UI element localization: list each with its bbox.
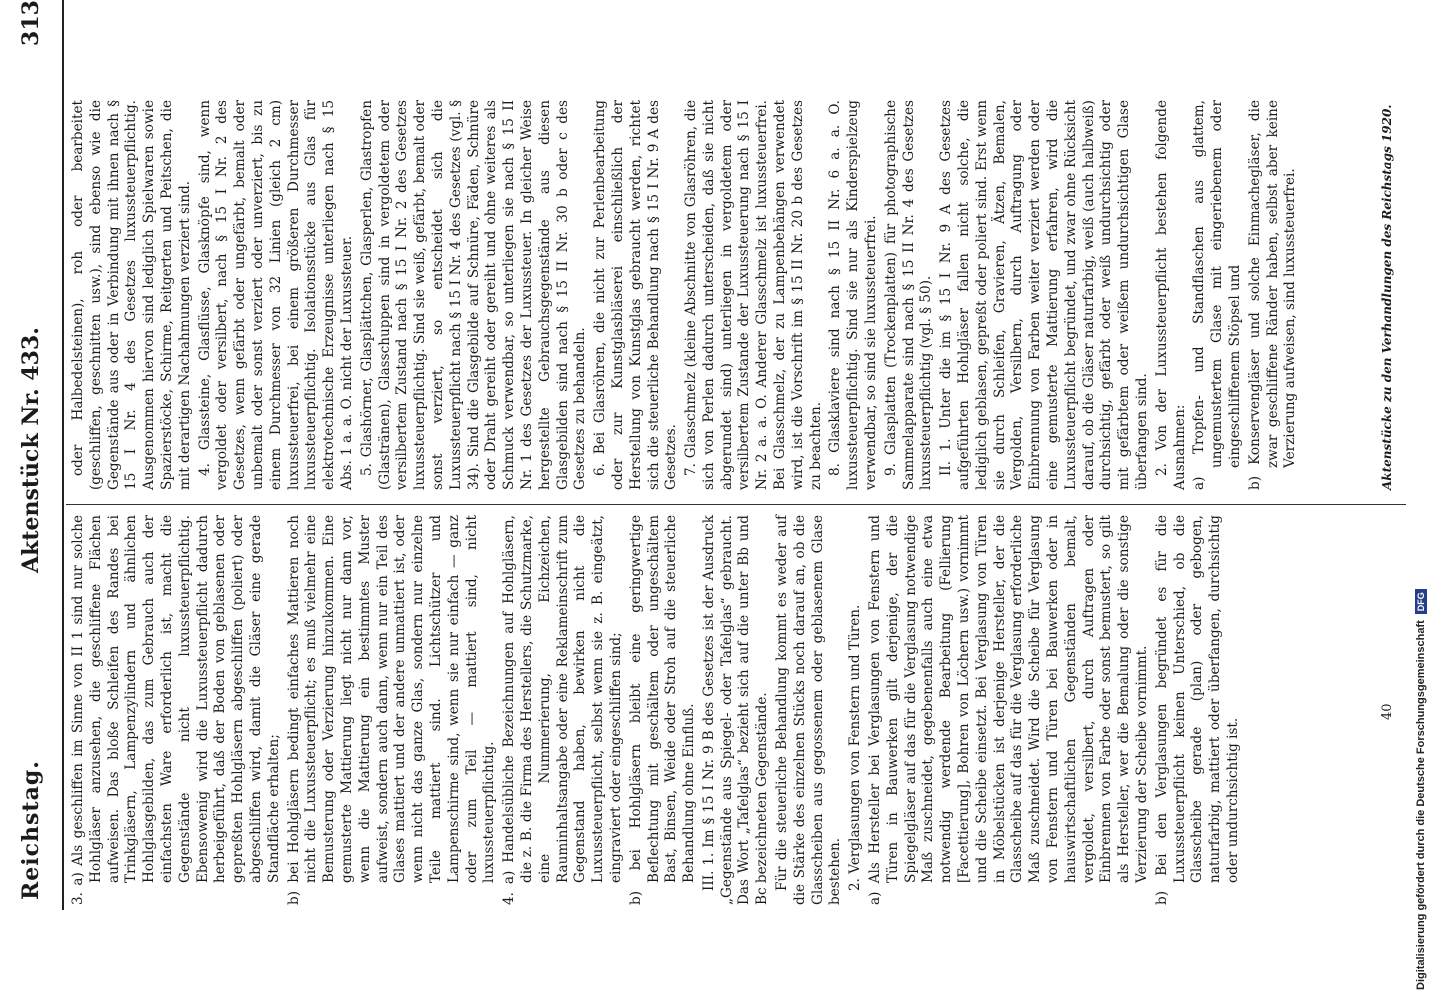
header-left: Reichstag.	[18, 760, 44, 900]
paragraph: 2. Von der Luxussteuerpflicht bestehen folgende Ausnahmen:	[1153, 100, 1188, 490]
page-number-bottom: 40	[1380, 703, 1395, 720]
list-item: a) Tropfen- und Standflaschen aus glattem, ungemustertem Glase mit eingeriebenem oder eingeschliffenem Stöpsel und	[1191, 100, 1243, 490]
header-rule	[62, 0, 64, 910]
list-item: b) bei Hohlgläsern bedingt einfaches Mattieren noch nicht die Luxussteuerpflicht; es muß vielmehr eine Bemusterung oder Verzierung hinzukommen. Eine gemusterte Mattierung liegt nicht nur dann vor, wenn die Mattierung ein bestimmtes Muster aufweist, sondern auch dann, wenn nur ein Teil des Glases mattiert und der andere unmattiert ist, oder wenn nicht das ganze Glas, sondern nur einzelne Teile mattiert sind. Lichtschützer und Lampenschirme sind, wenn sie nur einfach — ganz oder zum Teil — mattiert sind, nicht luxussteuerpflichtig.	[285, 515, 498, 905]
paragraph: 7. Glasschmelz (kleine Abschnitte von Glasröhren, die sich von Perlen dadurch unterscheiden, daß sie nicht abgerundet sind) unterliegen in vergoldetem oder versilbertem Zustande der Luxussteuerung nach § 15 I Nr. 2 a. a. O. Anderer Glasschmelz ist luxussteuerfrei. Bei Glasschmelz, der zu Lampenbehängen verwendet wird, ist die Vorschrift im § 15 II Nr. 20 b des Gesetzes zu beachten.	[683, 100, 824, 490]
list-item: b) Konservengläser und solche Einmachegläser, die zwar geschliffene Ränder haben, selbst aber keine Verzierung aufweisen, sind luxussteuerfrei.	[1246, 100, 1299, 490]
text-column-1	[70, 515, 1245, 905]
paragraph: 8. Glasklaviere sind nach § 15 II Nr. 6 a. a. O. luxussteuerpflichtig. Sind sie nur als Kinderspielzeug verwendbar, so sind sie luxussteuerfrei.	[827, 100, 880, 490]
paragraph: 6. Bei Glasröhren, die nicht zur Perlenbearbeitung oder zur Kunstglasbläserei einschließlich der Herstellung von Kunstglas gebraucht werden, richtet sich die steuerliche Behandlung nach § 15 I Nr. 9 A des Gesetzes.	[592, 100, 680, 490]
list-item: 3. a) Als geschliffen im Sinne von II 1 sind nur solche Hohlgläser anzusehen, die geschliffene Flächen aufweisen. Das bloße Schleifen des Randes bei Trinkgläsern, Lampenzylindern und ähnlichen Hohlglasgebilden, das zum Gebrauch auch der einfachsten Ware erforderlich ist, macht die Gegenstände nicht luxussteuerpflichtig. Ebensowenig wird die Luxussteuerpflicht dadurch herbeigeführt, daß der Boden von geblasenen oder gepreßten Hohlgläsern abgeschliffen (poliert) oder abgeschliffen wird, damit die Gläser eine gerade Standfläche erhalten;	[70, 515, 282, 905]
list-item: 4. a) Handelsübliche Bezeichnungen auf Hohlgläsern, die z. B. die Firma des Herstellers, die Schutzmarke, eine Nummerierung, Eichzeichen, Rauminhaltsangabe oder eine Reklameinschrift zum Gegenstand haben, bewirken nicht die Luxussteuerpflicht, selbst wenn sie z. B. eingeätzt, eingraviert oder eingeschliffen sind;	[501, 515, 624, 905]
paragraph: oder Halbedelsteinen), roh oder bearbeitet (geschliffen, geschnitten usw.), sind ebenso wie die Gegenstände aus oder in Verbindung mit ihnen nach § 15 I Nr. 4 des Gesetzes luxussteuerpflichtig. Ausgenommen hiervon sind lediglich Spielwaren sowie Spazierstöcke, Schirme, Reitgerten und Peitschen, die mit derartigen Nachahmungen verziert sind.	[70, 100, 193, 490]
list-item: b) bei Hohlgläsern bleibt eine geringwertige Beflechtung mit geschältem oder ungeschältem Bast, Binsen, Weide oder Stroh auf die steuerliche Behandlung ohne Einfluß.	[627, 515, 698, 905]
paragraph: Für die steuerliche Behandlung kommt es weder auf die Stärke des einzelnen Stücks noch darauf an, ob die Glasscheiben aus gegossenem oder geblasenem Glase bestehen.	[774, 515, 844, 905]
dfg-logo: DFG	[1415, 589, 1427, 614]
list-item: b) Bei den Verglasungen begründet es für die Luxussteuerpflicht keinen Unterschied, ob die Glasscheibe gerade (plan) oder gebogen, naturfarbig, mattiert oder überfangen, durchsichtig oder undurchsichtig ist.	[1153, 515, 1241, 905]
column-divider	[66, 504, 1406, 505]
text-column-2	[70, 100, 1302, 490]
paragraph: 5. Glashörner, Glasplättchen, Glasperlen, Glastropfen (Glastränen), Glasschuppen sind in vergoldetem oder versilbertem Zustand nach § 15 I Nr. 2 des Gesetzes luxussteuerpflichtig. Sind sie weiß, gefärbt, bemalt oder sonst verziert, so entscheidet sich die Luxussteuerpflicht nach § 15 I Nr. 4 des Gesetzes (vgl. § 34). Sind die Glasgebilde auf Schnüre, Fäden, Schnüre oder Draht gereiht oder gereiht und ohne weiteres als Schmuck verwendbar, so unterliegen sie nach § 15 II Nr. 1 des Gesetzes der Luxussteuer. In gleicher Weise hergestellte Gebrauchsgegenstände aus diesen Glasgebilden sind nach § 15 II Nr. 30 b oder c des Gesetzes zu behandeln.	[358, 100, 589, 490]
page-number-top: 313	[18, 0, 44, 46]
paragraph: II. 1. Unter die im § 15 I Nr. 9 A des Gesetzes aufgeführten Hohlgläser fallen nicht solche, die lediglich geblasen, gepreßt oder poliert sind. Erst wenn sie durch Schleifen, Gravieren, Ätzen, Bemalen, Vergolden, Versilbern, durch Auftragung oder Einbrennung von Farben weiter verziert werden oder eine gemusterte Mattierung erfahren, wird die Luxussteuerpflicht begründet, und zwar ohne Rücksicht darauf, ob die Gläser naturfarbig, weiß (auch halbweiß) durchsichtig, gefärbt oder weiß undurchsichtig oder mit gefärbtem oder weißem undurchsichtigen Glase überfangen sind.	[938, 100, 1151, 490]
sidebar-credit	[1403, 0, 1433, 1000]
page-header	[18, 0, 58, 900]
paragraph: 9. Glasplatten (Trockenplatten) für photographische Sammelapparate sind nach § 15 II Nr. 4 des Gesetzes luxussteuerpflichtig (vgl. § 50).	[882, 100, 935, 490]
list-item: a) Als Hersteller bei Verglasungen von Fenstern und Türen in Bauwerken gilt derjenige, der die Spiegelgläser auf das für die Verglasung notwendige Maß zuschneidet, gegebenenfalls auch eine etwa notwendig werdende Bearbeitung (Fellierung [Facettierung], Bohren von Löchern usw.) vornimmt und die Scheibe einsetzt. Bei Verglasung von Türen in Möbelstücken ist derjenige Hersteller, der die Glasscheibe auf das für die Verglasung erforderliche Maß zuschneidet. Wird die Scheibe für Verglasung von Fenstern und Türen bei Bauwerken oder in hauswirtschaftlichen Gegenständen bemalt, vergoldet, versilbert, durch Auftragen oder Einbrennen von Farbe oder sonst bemustert, so gilt als Hersteller, wer die Bemalung oder die sonstige Verzierung der Scheibe vornimmt.	[867, 515, 1151, 905]
credit-text: Digitalisierung gefördert durch die Deutsche Forschungsgemeinschaft	[1415, 620, 1427, 990]
paragraph: III. 1. Im § 15 I Nr. 9 B des Gesetzes ist der Ausdruck „Gegenstände aus Spiegel- oder Tafelglas“ gebraucht. Das Wort „Tafelglas“ bezieht sich auf die unter Bb und Bc bezeichneten Gegenstände.	[700, 515, 771, 905]
footer-note: Aktenstücke zu den Verhandlungen des Reichstags 1920.	[1380, 104, 1394, 490]
paragraph: 2. Verglasungen von Fenstern und Türen.	[847, 604, 864, 891]
paragraph: 4. Glassteine, Glasflüsse, Glasknöpfe sind, wenn vergoldet oder versilbert, nach § 15 I Nr. 2 des Gesetzes, wenn gefärbt oder ungefärbt, bemalt oder unbemalt oder sonst verziert oder unverziert, bis zu einem Durchmesser von 32 Linien (gleich 2 cm) luxussteuerfrei, bei einem größeren Durchmesser luxussteuerpflichtig. Isolationsstücke aus Glas für elektrotechnische Erzeugnisse unterliegen nach § 15 Abs. 1 a. a. O. nicht der Luxussteuer.	[196, 100, 355, 490]
header-center: Aktenstück Nr. 433.	[18, 327, 44, 573]
